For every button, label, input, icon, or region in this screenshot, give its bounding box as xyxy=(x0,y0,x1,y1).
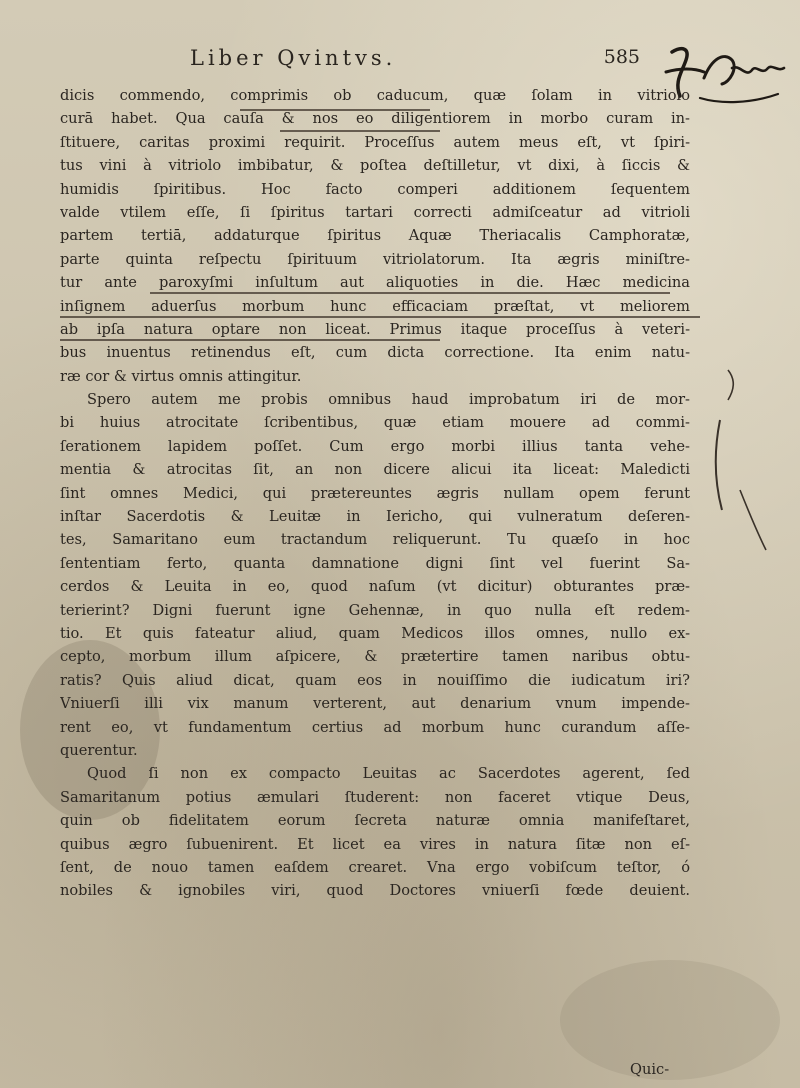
text-line: cepto, morbum illum aſpicere, & prætertire tamen naribus obtu- xyxy=(60,648,690,666)
page-number: 585 xyxy=(603,46,640,68)
text-line: tio. Et quis fateatur aliud, quam Medicos illos omnes, nullo ex- xyxy=(60,624,690,642)
catchword: Quic- xyxy=(630,1061,670,1078)
text-line: mentia & atrocitas ſit, an non dicere alicui ita liceat: Maledicti xyxy=(60,461,690,479)
text-line: ſerationem lapidem poſſet. Cum ergo morbi illius tanta vehe- xyxy=(60,437,690,455)
text-line: humidis ſpiritibus. Hoc facto comperi additionem ſequentem xyxy=(60,180,690,198)
text-line: Vniuerſi illi vix manum verterent, aut denarium vnum impende- xyxy=(60,695,690,713)
text-line: bus inuentus retinendus eſt, cum dicta correctione. Ita enim natu- xyxy=(60,344,690,362)
text-line: Samaritanum potius æmulari ſtuderent: non faceret vtique Deus, xyxy=(60,788,690,806)
text-line: ſent, de nouo tamen eaſdem crearet. Vna ergo vobiſcum teſtor, ó xyxy=(60,858,690,876)
text-line: dicis commendo, comprimis ob caducum, quæ ſolam in vitriolo xyxy=(60,87,690,104)
text-line: ab ipſa natura optare non liceat. Primus itaque proceſſus à veteri- xyxy=(60,320,690,338)
running-head: Liber Qvintvs. xyxy=(190,46,397,70)
text-line: terierint? Digni fuerunt igne Gehennæ, in quo nulla eſt redem- xyxy=(60,601,690,619)
text-line: tus vini à vitriolo imbibatur, & poſtea deſtilletur, vt dixi, à ſiccis & xyxy=(60,157,690,175)
text-line: querentur. xyxy=(60,741,138,759)
paper-stain xyxy=(560,960,780,1080)
text-line: bi huius atrocitate ſcribentibus, quæ etiam mouere ad commi- xyxy=(60,414,690,432)
running-head-bar xyxy=(190,46,640,82)
text-line: Spero autem me probis omnibus haud improbatum iri de mor- xyxy=(87,391,690,409)
text-line: ræ cor & virtus omnis attingitur. xyxy=(60,367,302,385)
text-line: valde vtilem eſſe, ſi ſpiritus tartari correcti admiſceatur ad vitrioli xyxy=(60,203,690,221)
text-line: quibus ægro ſubuenirent. Et licet ea vires in natura ſitæ non eſ- xyxy=(60,835,690,853)
text-line: ſint omnes Medici, qui prætereuntes ægris nullam opem ferunt xyxy=(60,484,690,502)
text-line: ratis? Quis aliud dicat, quam eos in nouiſſimo die iudicatum iri? xyxy=(60,671,690,689)
text-line: quin ob fidelitatem eorum ſecreta naturæ omnia manifeſtaret, xyxy=(60,812,690,830)
text-line: ſententiam ferto, quanta damnatione digni ſint vel fuerint Sa- xyxy=(60,554,690,572)
text-line: ſtituere, caritas proximi requirit. Proceſſus autem meus eſt, vt ſpiri- xyxy=(60,133,690,151)
text-line: rent eo, vt fundamentum certius ad morbum hunc curandum aſſe- xyxy=(60,718,690,736)
text-line: partem tertiā, addaturque ſpiritus Aquæ Theriacalis Camphoratæ, xyxy=(60,227,690,245)
text-line: parte quinta reſpectu ſpirituum vitriolatorum. Ita ægris miniſtre- xyxy=(60,250,690,268)
text-line: tes, Samaritano eum tractandum reliquerunt. Tu quæſo in hoc xyxy=(60,531,690,549)
text-line: tur ante paroxyſmi inſultum aut aliquoties in die. Hæc medicina xyxy=(60,274,690,292)
text-line: inſignem aduerſus morbum hunc efficaciam præſtat, vt meliorem xyxy=(60,297,690,315)
margin-bracket-icon xyxy=(700,360,780,560)
text-line: Quod ſi non ex compacto Leuitas ac Sacerdotes agerent, ſed xyxy=(87,765,690,783)
text-line: curā habet. Qua cauſa & nos eo diligentiorem in morbo curam in- xyxy=(60,110,690,128)
text-line: nobiles & ignobiles viri, quod Doctores vniuerſi fœde deuient. xyxy=(60,882,690,900)
text-line: inſtar Sacerdotis & Leuitæ in Iericho, qui vulneratum deſeren- xyxy=(60,508,690,526)
text-line: cerdos & Leuita in eo, quod naſum (vt dicitur) obturantes præ- xyxy=(60,578,690,596)
body-text xyxy=(60,84,690,903)
